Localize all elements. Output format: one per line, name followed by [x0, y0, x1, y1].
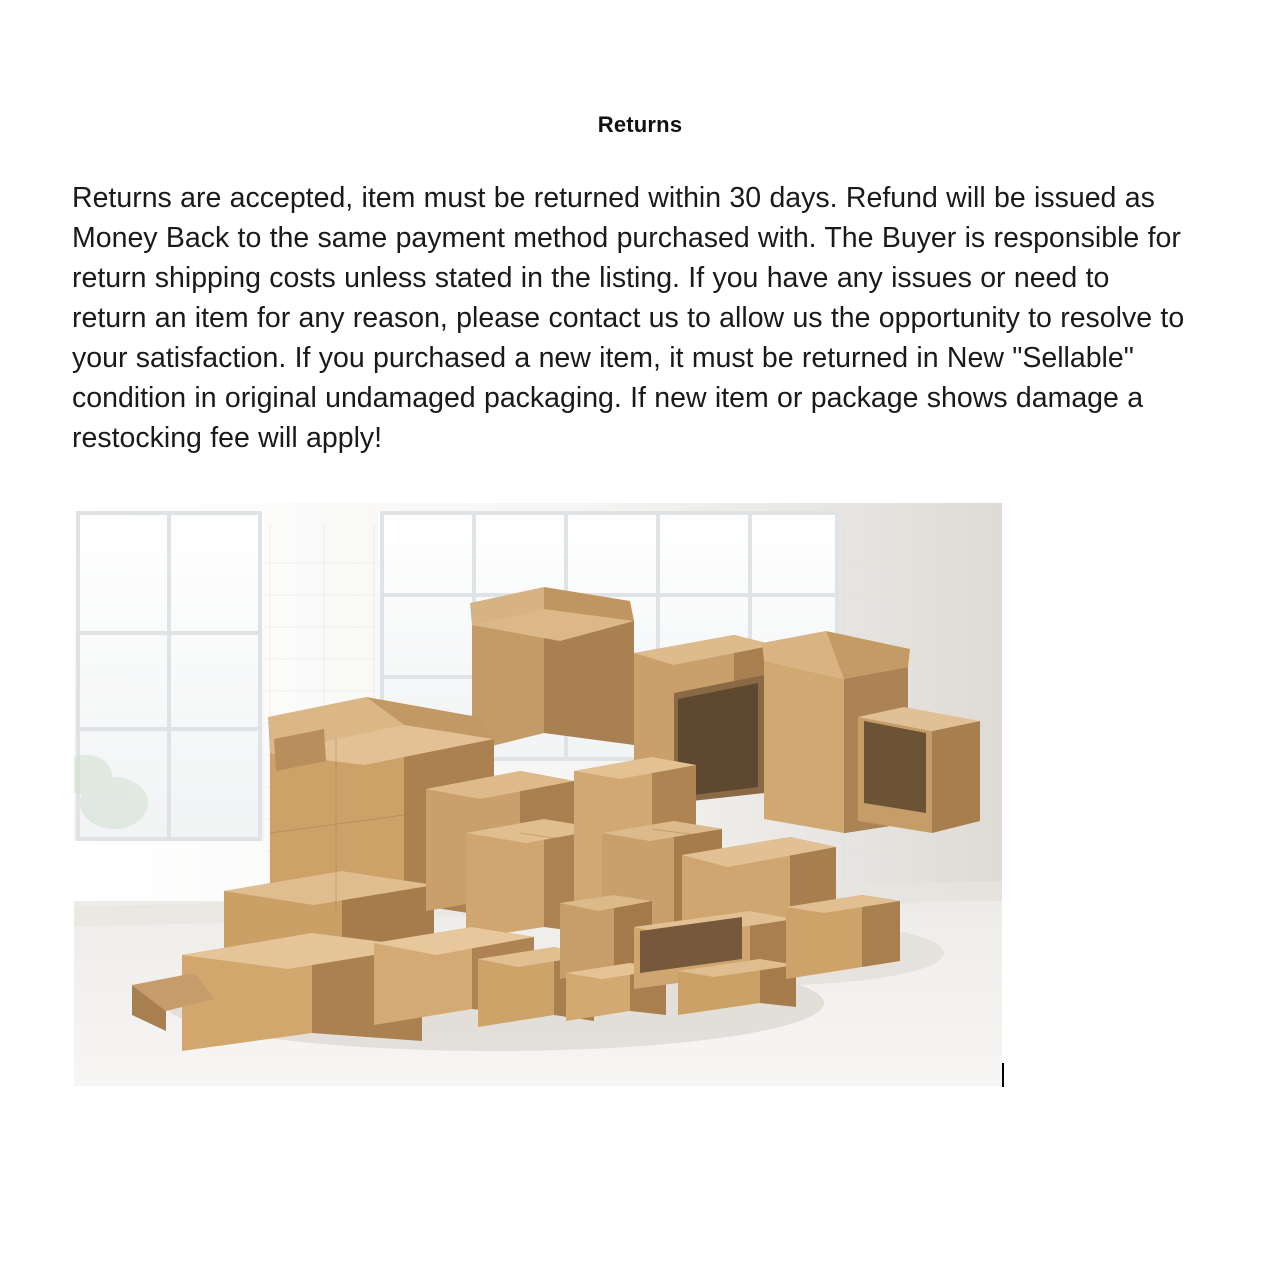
- returns-policy-text: Returns are accepted, item must be returned within 30 days. Refund will be issued as Money Back to the same payment method purchased with. The Buyer is responsible for return shipping costs unless stated in the listing. If you have any issues or need to return an item for any reason, please contact us to allow us the opportunity to resolve to your satisfaction. If you purchased a new item, it must be returned in New "Sellable" condition in original undamaged packaging. If new item or package shows damage a restocking fee will apply!: [72, 182, 1185, 454]
- text-caret: [1002, 1063, 1004, 1087]
- boxes-photo: [74, 503, 1002, 1086]
- page-title: Returns: [597, 112, 683, 137]
